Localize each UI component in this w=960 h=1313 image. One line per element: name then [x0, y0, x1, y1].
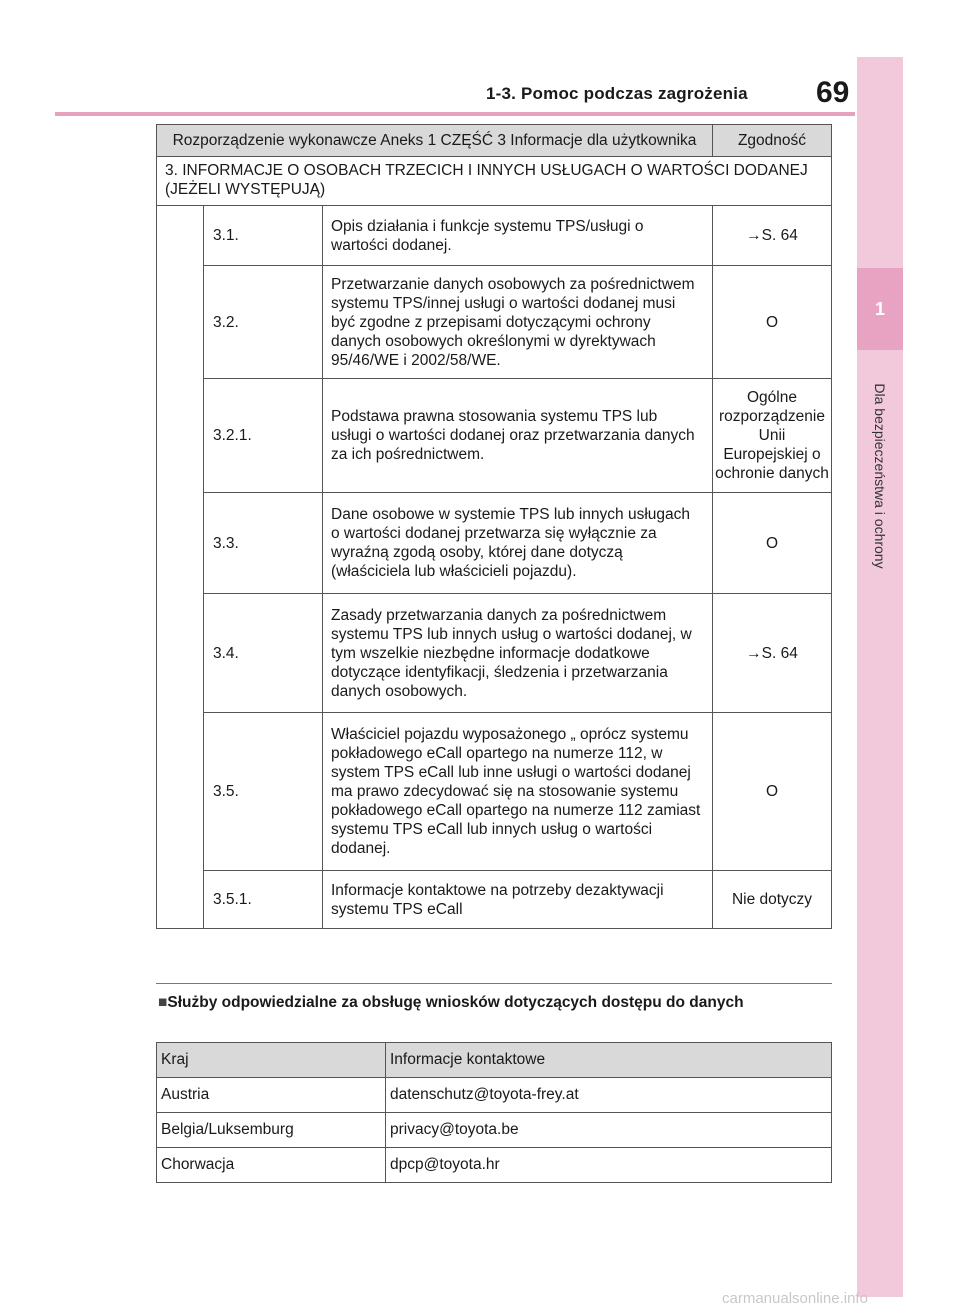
- watermark: carmanualsonline.info: [722, 1290, 868, 1307]
- row-number: 3.5.1.: [204, 871, 323, 929]
- row-compliance: →S. 64: [713, 594, 832, 713]
- row-number: 3.4.: [204, 594, 323, 713]
- contacts-table: [156, 1042, 832, 1183]
- row-compliance: →S. 64: [713, 206, 832, 266]
- contact-cell: dpcp@toyota.hr: [386, 1148, 832, 1183]
- contact-cell: datenschutz@toyota-frey.at: [386, 1078, 832, 1113]
- header-divider: [55, 112, 855, 116]
- square-bullet-icon: ■: [158, 994, 168, 1011]
- table-row: [157, 379, 832, 493]
- table-row: [157, 1113, 832, 1148]
- table-row: [157, 493, 832, 594]
- row-description: Podstawa prawna stosowania systemu TPS lub usługi o wartości dodanej oraz przetwarzania danych za ich pośrednictwem.: [323, 379, 713, 493]
- row-description: Zasady przetwarzania danych za pośrednictwem systemu TPS lub innych usług o wartości dodanej, w tym wszelkie niezbędne informacje dodatkowe dotyczące identyfikacji, śledzenia i przetwarzania danych osobowych.: [323, 594, 713, 713]
- row-compliance: O: [713, 493, 832, 594]
- country-cell: Belgia/Luksemburg: [157, 1113, 386, 1148]
- table-row: [157, 1078, 832, 1113]
- table-row: [157, 713, 832, 871]
- compliance-table: [156, 124, 832, 929]
- page-number: 69: [816, 76, 850, 109]
- contact-cell: privacy@toyota.be: [386, 1113, 832, 1148]
- header-contact: Informacje kontaktowe: [386, 1043, 832, 1078]
- table-row: [157, 1148, 832, 1183]
- row-compliance: Ogólne rozporządzenie Unii Europejskiej o ochronie danych: [713, 379, 832, 493]
- row-number: 3.2.: [204, 266, 323, 379]
- section-heading-text: Służby odpowiedzialne za obsługę wniosków dotyczących dostępu do danych: [167, 994, 744, 1011]
- row-description: Właściciel pojazdu wyposażonego „ oprócz systemu pokładowego eCall opartego na numerze 112, w system TPS eCall lub inne usługi o wartości dodanej ma prawo zdecydować się na stosowanie systemu pokładowego eCall opartego na numerze 112 zamiast systemu TPS eCall lub innych usług o wartości dodanej.: [323, 713, 713, 871]
- row-number: 3.1.: [204, 206, 323, 266]
- section-divider: [156, 983, 832, 984]
- row-compliance: O: [713, 713, 832, 871]
- chapter-title: Dla bezpieczeństwa i ochrony: [872, 383, 888, 569]
- row-compliance: O: [713, 266, 832, 379]
- contacts-header-row: [157, 1043, 832, 1078]
- country-cell: Austria: [157, 1078, 386, 1113]
- row-compliance: Nie dotyczy: [713, 871, 832, 929]
- table-row: [157, 594, 832, 713]
- row-description: Przetwarzanie danych osobowych za pośrednictwem systemu TPS/innej usługi o wartości dodanej musi być zgodne z przepisami dotyczącymi ochrony danych osobowych określonymi w dyrektywach 95/46/WE i 2002/58/WE.: [323, 266, 713, 379]
- table-row: [157, 871, 832, 929]
- table-header-info: Rozporządzenie wykonawcze Aneks 1 CZĘŚĆ 3 Informacje dla użytkownika: [157, 125, 713, 157]
- section-title-row: [157, 157, 832, 206]
- country-cell: Chorwacja: [157, 1148, 386, 1183]
- section-title: 1-3. Pomoc podczas zagrożenia: [486, 84, 748, 103]
- section-title-cell: 3. INFORMACJE O OSOBACH TRZECICH I INNYCH USŁUGACH O WARTOŚCI DODANEJ (JEŻELI WYSTĘPUJĄ): [157, 157, 832, 206]
- section-heading: [158, 994, 744, 1012]
- row-number: 3.5.: [204, 713, 323, 871]
- row-number: 3.3.: [204, 493, 323, 594]
- indent-cell: [157, 206, 204, 929]
- table-row: [157, 266, 832, 379]
- table-header-row: [157, 125, 832, 157]
- chapter-side-tab: [857, 57, 903, 1297]
- row-number: 3.2.1.: [204, 379, 323, 493]
- table-row: [157, 206, 832, 266]
- row-description: Dane osobowe w systemie TPS lub innych usługach o wartości dodanej przetwarza się wyłącznie za wyraźną zgodą osoby, której dane dotyczą (właściciela lub właścicieli pojazdu).: [323, 493, 713, 594]
- table-header-compliance: Zgodność: [713, 125, 832, 157]
- chapter-number: 1: [857, 268, 903, 350]
- header-country: Kraj: [157, 1043, 386, 1078]
- row-description: Informacje kontaktowe na potrzeby dezaktywacji systemu TPS eCall: [323, 871, 713, 929]
- row-description: Opis działania i funkcje systemu TPS/usługi o wartości dodanej.: [323, 206, 713, 266]
